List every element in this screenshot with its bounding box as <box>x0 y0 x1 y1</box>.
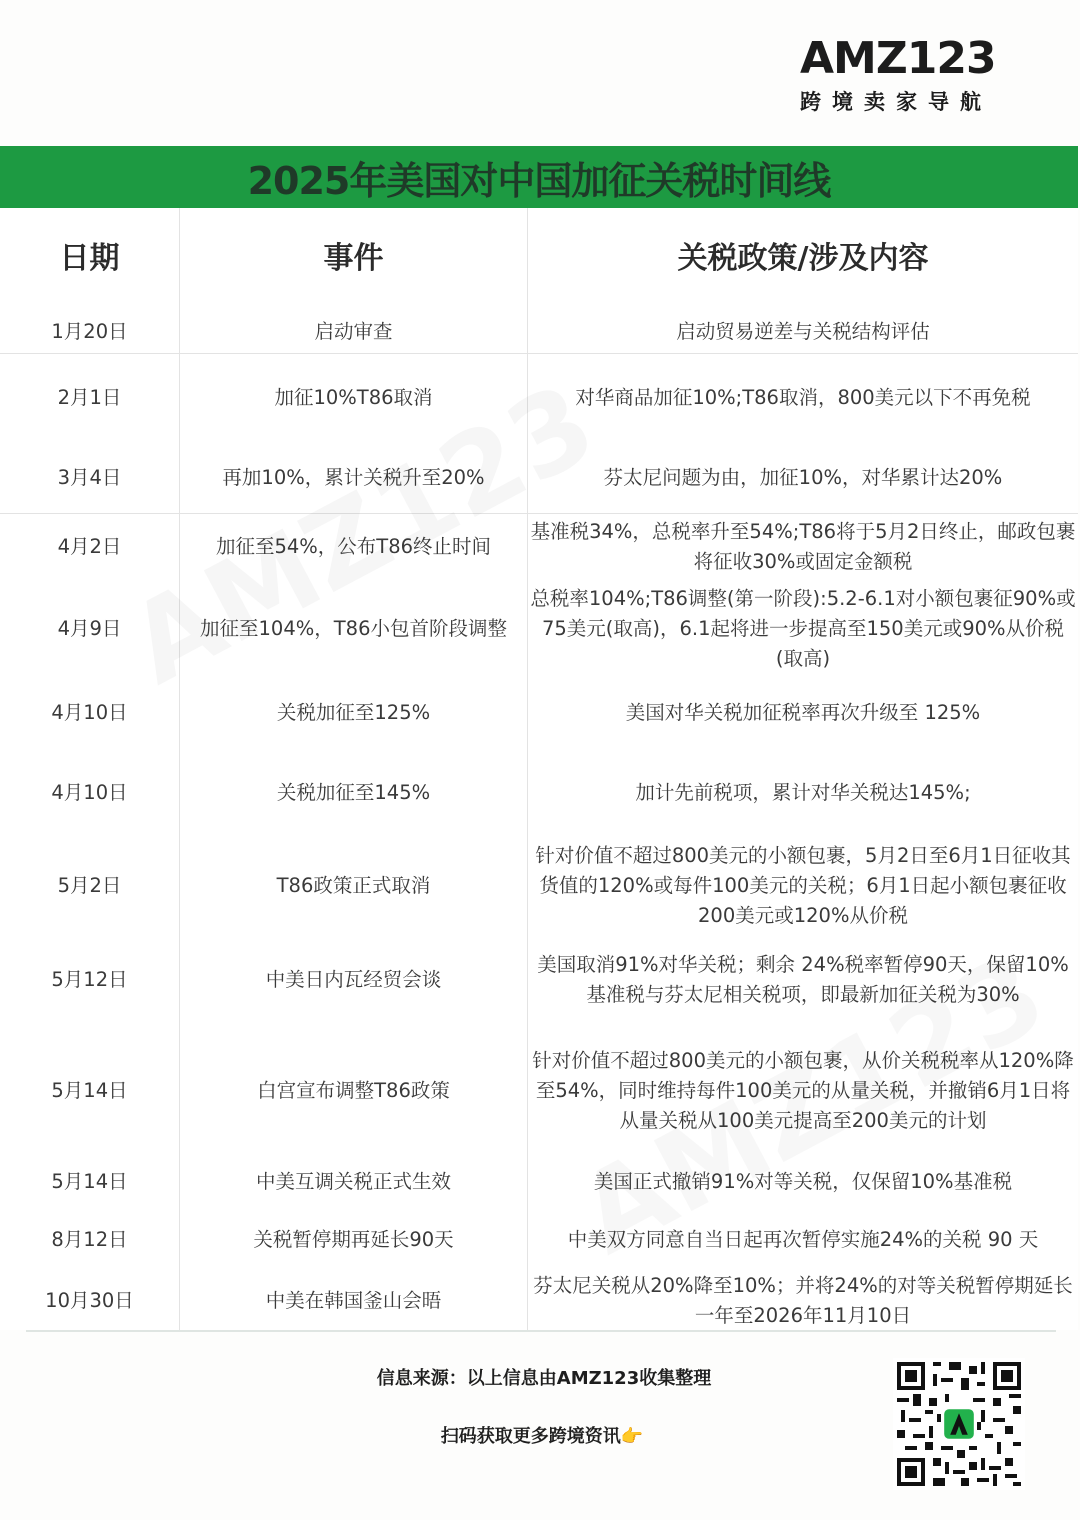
row-policy: 总税率104%;T86调整(第一阶段):5.2-6.1对小额包裹征90%或75美元(取高)，6.1起将进一步提高至150美元或90%从价税(取高) <box>530 587 1076 670</box>
qr-code-icon <box>893 1358 1025 1490</box>
row-date: 2月1日 <box>0 354 180 442</box>
brand-logo <box>800 34 994 116</box>
row-date: 5月14日 <box>0 1156 180 1208</box>
table-row <box>0 580 1078 678</box>
row-date: 5月14日 <box>0 1026 180 1156</box>
row-date: 4月10日 <box>0 748 180 838</box>
row-event: 加征10%T86取消 <box>180 354 528 442</box>
row-date: 1月20日 <box>0 310 180 353</box>
scan-prompt-text: 扫码获取更多跨境资讯 <box>440 1426 621 1447</box>
row-event: T86政策正式取消 <box>180 838 528 934</box>
row-date: 4月2日 <box>0 514 180 580</box>
table-row <box>0 1272 1078 1330</box>
row-policy: 芬太尼关税从20%降至10%；并将24%的对等关税暂停期延长一年至2026年11月10日 <box>533 1274 1073 1327</box>
table-row <box>0 1156 1078 1208</box>
row-date: 8月12日 <box>0 1208 180 1272</box>
row-date: 5月12日 <box>0 934 180 1026</box>
table-row <box>0 1208 1078 1272</box>
table-row <box>0 838 1078 934</box>
row-policy: 基准税34%，总税率升至54%;T86将于5月2日终止，邮政包裹将征收30%或固定金额税 <box>530 520 1076 573</box>
row-event: 白宫宣布调整T86政策 <box>180 1026 528 1156</box>
qr-code[interactable] <box>893 1358 1025 1490</box>
row-policy: 针对价值不超过800美元的小额包裹，从价关税税率从120%降至54%，同时维持每件100美元的从量关税，并撤销6月1日将从量关税从100美元提高至200美元的计划 <box>532 1049 1074 1132</box>
table-row <box>0 514 1078 580</box>
logo-subtitle: 跨境卖家导航 <box>800 90 992 114</box>
table-row <box>0 354 1078 442</box>
row-date: 10月30日 <box>0 1272 180 1330</box>
row-date: 4月10日 <box>0 678 180 748</box>
row-event: 加征至104%，T86小包首阶段调整 <box>180 580 528 678</box>
footer-divider <box>26 1330 1056 1332</box>
row-event: 启动审查 <box>180 310 528 353</box>
table-row <box>0 678 1078 748</box>
row-event: 中美日内瓦经贸会谈 <box>180 934 528 1026</box>
row-date: 4月9日 <box>0 580 180 678</box>
table-row <box>0 442 1078 514</box>
pointing-hand-icon: 👉 <box>620 1426 644 1447</box>
table-header-row <box>0 208 1078 310</box>
row-policy: 加计先前税项，累计对华关税达145%; <box>635 781 971 804</box>
source-note: 信息来源：以上信息由AMZ123收集整理 <box>376 1368 712 1389</box>
row-event: 关税加征至125% <box>180 678 528 748</box>
table-row <box>0 934 1078 1026</box>
row-policy: 美国对华关税加征税率再次升级至 125% <box>625 701 981 724</box>
header-date: 日期 <box>0 208 180 310</box>
row-event: 中美互调关税正式生效 <box>180 1156 528 1208</box>
logo-text: AMZ123 <box>800 33 996 84</box>
row-policy: 美国正式撤销91%对等关税，仅保留10%基准税 <box>593 1170 1013 1193</box>
row-event: 关税暂停期再延长90天 <box>180 1208 528 1272</box>
timeline-table <box>0 208 1078 1330</box>
row-policy: 美国取消91%对华关税；剩余 24%税率暂停90天，保留10%基准税与芬太尼相关税项，即最新加征关税为30% <box>537 953 1069 1006</box>
row-policy: 对华商品加征10%;T86取消，800美元以下不再免税 <box>575 386 1031 409</box>
row-policy: 中美双方同意自当日起再次暂停实施24%的关税 90 天 <box>567 1228 1039 1251</box>
row-policy: 芬太尼问题为由，加征10%，对华累计达20% <box>603 465 1003 489</box>
row-event: 再加10%，累计关税升至20% <box>180 442 528 513</box>
page-title: 2025年美国对中国加征关税时间线 <box>247 158 831 203</box>
row-date: 5月2日 <box>0 838 180 934</box>
table-row <box>0 1026 1078 1156</box>
row-date: 3月4日 <box>0 442 180 513</box>
row-event: 加征至54%，公布T86终止时间 <box>180 514 528 580</box>
row-policy: 针对价值不超过800美元的小额包裹，5月2日至6月1日征收其货值的120%或每件100美元的关税；6月1日起小额包裹征收200美元或120%从价税 <box>535 844 1071 927</box>
row-event: 关税加征至145% <box>180 748 528 838</box>
header-event: 事件 <box>180 208 528 310</box>
table-row <box>0 310 1078 354</box>
row-event: 中美在韩国釜山会晤 <box>180 1272 528 1330</box>
table-row <box>0 748 1078 838</box>
title-banner <box>0 146 1078 208</box>
header-policy: 关税政策/涉及内容 <box>677 241 929 276</box>
row-policy: 启动贸易逆差与关税结构评估 <box>676 319 930 343</box>
